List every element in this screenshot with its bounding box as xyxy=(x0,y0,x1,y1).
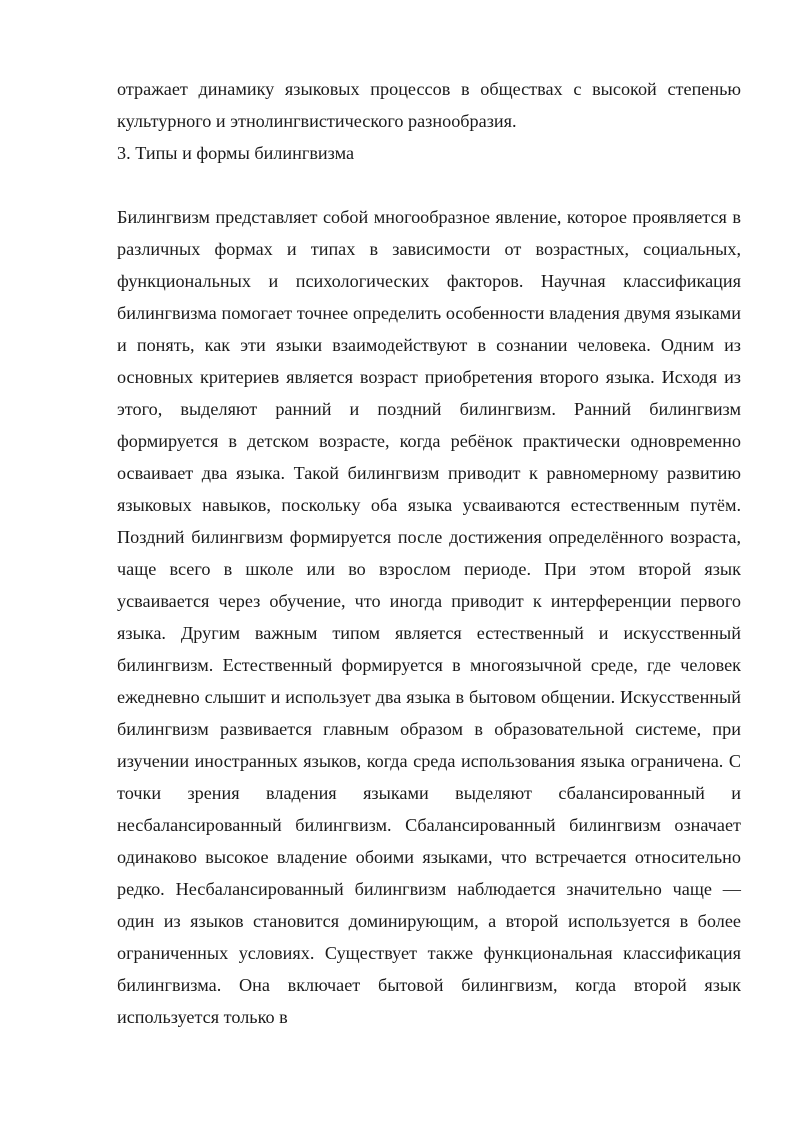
section-heading: 3. Типы и формы билингвизма xyxy=(117,143,355,163)
continuation-paragraph: отражает динамику языковых процессов в обществах с высокой степенью культурного и этнолингвистического разнообразия. xyxy=(117,79,741,131)
body-paragraph: Билингвизм представляет собой многообразное явление, которое проявляется в различных формах и типах в зависимости от возрастных, социальных, функциональных и психологических факторов. Научная классификация билингвизма помогает точнее определить особенности владения двумя языками и понять, как эти языки взаимодействуют в сознании человека. Одним из основных критериев является возраст приобретения второго языка. Исходя из этого, выделяют ранний и поздний билингвизм. Ранний билингвизм формируется в детском возрасте, когда ребёнок практически одновременно осваивает два языка. Такой билингвизм приводит к равномерному развитию языковых навыков, поскольку оба языка усваиваются естественным путём. Поздний билингвизм формируется после достижения определённого возраста, чаще всего в школе или во взрослом периоде. При этом второй язык усваивается через обучение, что иногда приводит к интерференции первого языка. Другим важным типом является естественный и искусственный билингвизм. Естественный формируется в многоязычной среде, где человек ежедневно слышит и использует два языка в бытовом общении. Искусственный билингвизм развивается главным образом в образовательной системе, при изучении иностранных языков, когда среда использования языка ограничена. С точки зрения владения языками выделяют сбалансированный и несбалансированный билингвизм. Сбалансированный билингвизм означает одинаково высокое владение обоими языками, что встречается относительно редко. Несбалансированный билингвизм наблюдается значительно чаще — один из языков становится доминирующим, а второй используется в более ограниченных условиях. Существует также функциональная классификация билингвизма. Она включает бытовой билингвизм, когда второй язык используется только в xyxy=(117,207,741,1027)
